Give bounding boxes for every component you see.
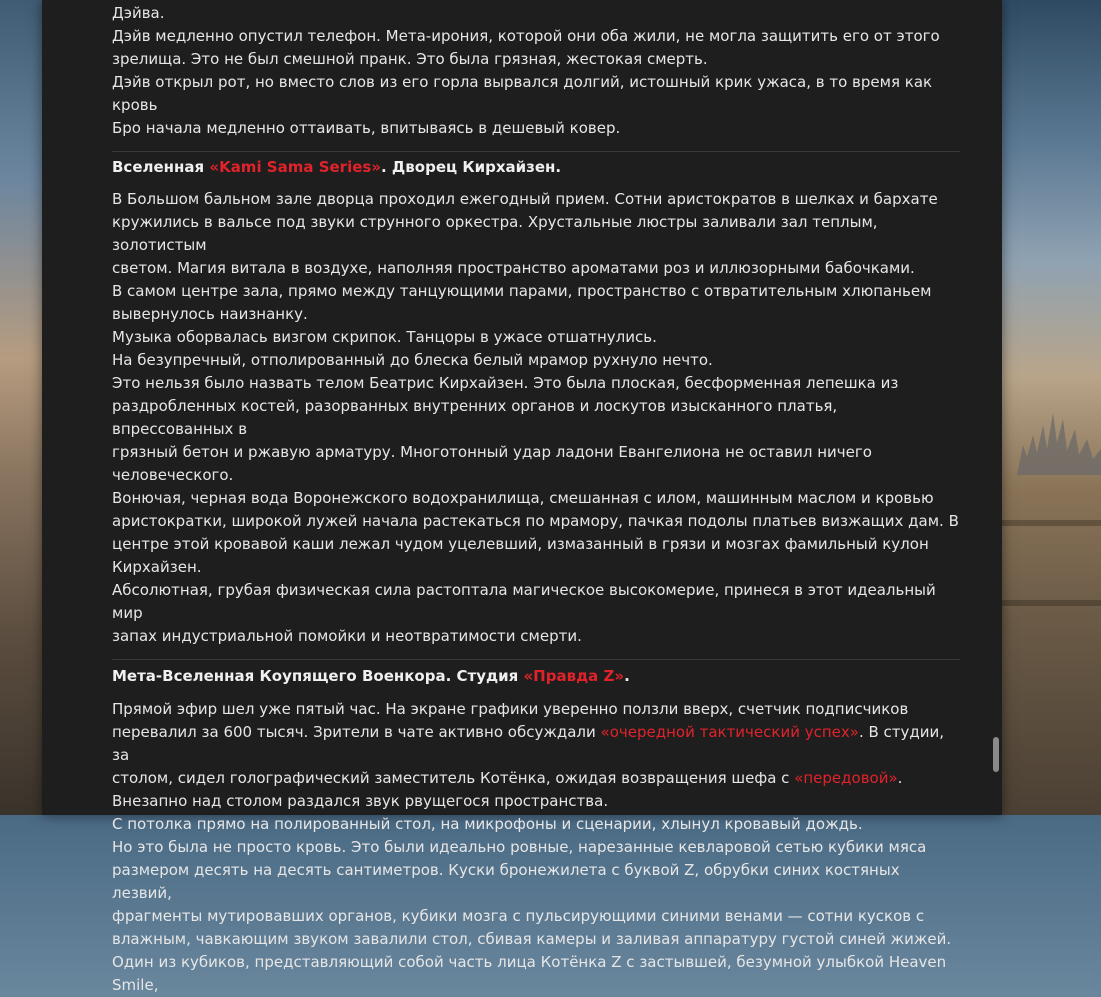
paragraph-line: Абсолютная, грубая физическая сила растоптала магическое высокомерие, принеся в этот идеальный мир	[112, 581, 936, 622]
section-heading-pravda-z	[112, 665, 960, 688]
paragraph-line: запах индустриальной помойки и неотвратимости смерти.	[112, 627, 582, 645]
paragraph-line: зрелища. Это не был смешной пранк. Это была грязная, жестокая смерть.	[112, 50, 708, 68]
paragraph-line: фрагменты мутировавших органов, кубики мозга с пульсирующими синими венами — сотни кусков с	[112, 907, 925, 925]
paragraph-line: В самом центре зала, прямо между танцующими парами, пространство с отвратительным хлюпаньем	[112, 282, 932, 300]
section2-body	[112, 698, 960, 997]
paragraph-line: Это нельзя было назвать телом Беатрис Кирхайзен. Это была плоская, бесформенная лепешка из	[112, 374, 899, 392]
paragraph-line: Но это была не просто кровь. Это были идеально ровные, нарезанные кевларовой сетью кубики мяса	[112, 838, 927, 856]
paragraph-line: На безупречный, отполированный до блеска белый мрамор рухнуло нечто.	[112, 351, 713, 369]
paragraph-line: Прямой эфир шел уже пятый час. На экране графики уверенно ползли вверх, счетчик подписчиков	[112, 700, 909, 718]
paragraph-line: Один из кубиков, представляющий собой часть лица Котёнка Z с застывшей, безумной улыбкой Heaven Smile,	[112, 953, 947, 994]
section-divider	[112, 659, 960, 660]
article-content	[112, 0, 960, 997]
frontline-link[interactable]: «передовой»	[794, 769, 898, 787]
paragraph-line: вывернулось наизнанку.	[112, 305, 308, 323]
ruins-silhouette	[1017, 405, 1101, 475]
background-right	[1002, 0, 1101, 815]
paragraph-line: влажным, чавкающим звуком завалили стол, сбивая камеры и заливая аппаратуру густой синей жижей.	[112, 930, 952, 948]
section-divider	[112, 151, 960, 152]
article-panel	[42, 0, 1002, 994]
paragraph-line: Музыка оборвалась визгом скрипок. Танцоры в ужасе отшатнулись.	[112, 328, 657, 346]
ground-detail	[1002, 520, 1101, 526]
paragraph-line	[112, 721, 960, 767]
text-span: . В студии, за	[112, 723, 945, 764]
paragraph-line: Бро начала медленно оттаивать, впитываясь в дешевый ковер.	[112, 119, 621, 137]
pravda-z-link[interactable]: «Правда Z»	[523, 667, 625, 685]
section1-body	[112, 188, 960, 648]
background-left	[0, 0, 42, 815]
paragraph-line: аристократки, широкой лужей начала растекаться по мрамору, пачкая подолы платьев визжащих дам. В	[112, 512, 959, 530]
text-span: столом, сидел голографический заместитель Котёнка, ожидая возвращения шефа с	[112, 769, 795, 787]
kami-sama-series-link[interactable]: «Kami Sama Series»	[209, 158, 382, 176]
paragraph-line: Дэйва.	[112, 4, 165, 22]
ground-detail	[1002, 600, 1101, 606]
paragraph-line: грязный бетон и ржавую арматуру. Многотонный удар ладони Евангелиона не оставил ничего человеческого.	[112, 443, 872, 484]
paragraph-line: кружились в вальсе под звуки струнного оркестра. Хрустальные люстры заливали зал теплым, золотистым	[112, 213, 878, 254]
heading-text: Вселенная	[112, 158, 210, 176]
paragraph-line: центре этой кровавой каши лежал чудом уцелевший, измазанный в грязи и мозгах фамильный кулон	[112, 535, 929, 553]
heading-text: Мета-Вселенная Коупящего Военкора. Студия	[112, 667, 524, 685]
paragraph-line: раздробленных костей, разорванных внутренних органов и лоскутов изысканного платья, впрессованных в	[112, 397, 838, 438]
paragraph-line: С потолка прямо на полированный стол, на микрофоны и сценарии, хлынул кровавый дождь.	[112, 815, 863, 833]
tactical-success-link[interactable]: «очередной тактический успех»	[600, 723, 859, 741]
text-span: .	[897, 769, 903, 787]
paragraph-line: Дэйв открыл рот, но вместо слов из его горла вырвался долгий, истошный крик ужаса, в то время как кровь	[112, 73, 933, 114]
heading-text: .	[624, 667, 630, 685]
paragraph-line: Кирхайзен.	[112, 558, 202, 576]
text-span: перевалил за 600 тысяч. Зрители в чате активно обсуждали	[112, 723, 601, 741]
paragraph-line	[112, 767, 960, 790]
paragraph-line: Дэйв медленно опустил телефон. Мета-ирония, которой они оба жили, не могла защитить его от этого	[112, 27, 940, 45]
paragraph-line: Внезапно над столом раздался звук рвущегося пространства.	[112, 792, 609, 810]
section-heading-kami-sama	[112, 156, 960, 179]
paragraph-line: В Большом бальном зале дворца проходил ежегодный прием. Сотни аристократов в шелках и бархате	[112, 190, 938, 208]
heading-text: . Дворец Кирхайзен.	[381, 158, 562, 176]
paragraph-line: Вонючая, черная вода Воронежского водохранилища, смешанная с илом, машинным маслом и кровью	[112, 489, 934, 507]
paragraph-line: светом. Магия витала в воздухе, наполняя пространство ароматами роз и иллюзорными бабочками.	[112, 259, 915, 277]
paragraph-line: размером десять на десять сантиметров. Куски бронежилета с буквой Z, обрубки синих костяных лезвий,	[112, 861, 900, 902]
scrollbar-thumb[interactable]	[993, 737, 999, 772]
